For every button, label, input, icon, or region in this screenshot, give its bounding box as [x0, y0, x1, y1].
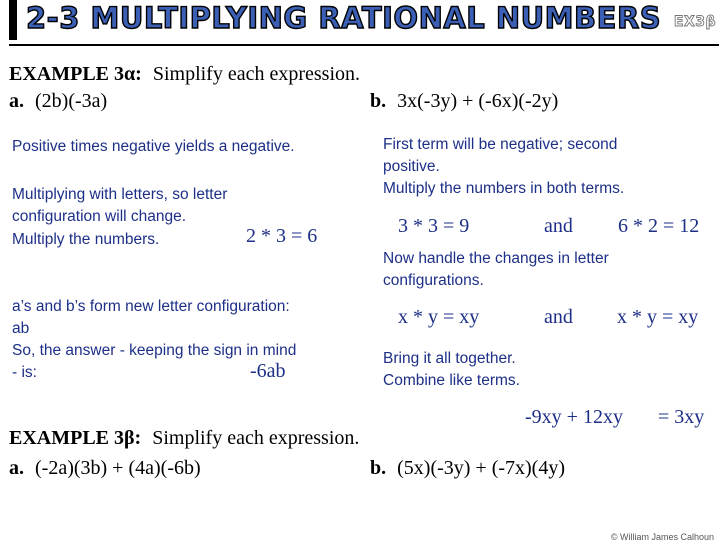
problem-beta-b [370, 457, 565, 480]
left-note-answer-line1: So, the answer - keeping the sign in mind [12, 342, 297, 359]
left-note-letters-line2: configuration will change. [12, 208, 187, 225]
left-calc: 2 * 3 = 6 [246, 225, 318, 247]
right-result: -9xy + 12xy [525, 406, 623, 428]
right-note-combine-line1: Bring it all together. [383, 350, 516, 367]
left-note-configuration-line2: ab [12, 320, 30, 337]
problem-beta-b-expression: (5x)(-3y) + (-7x)(4y) [397, 457, 566, 479]
left-note-letters [12, 184, 342, 228]
problem-beta-a-expression: (-2a)(3b) + (4a)(-6b) [35, 457, 201, 479]
left-note-configuration-line1: a’s and b’s form new letter configuration: [12, 298, 290, 315]
title-rule [9, 44, 719, 46]
problem-a-label: a. [9, 90, 24, 112]
right-calc-3: x * y = xy [398, 306, 480, 328]
page-title: 2-3 MULTIPLYING RATIONAL NUMBERS [26, 1, 662, 35]
problem-a-expression: (2b)(-3a) [35, 90, 108, 112]
right-calc-4: x * y = xy [617, 306, 699, 328]
left-note-sign: Positive times negative yields a negative. [12, 138, 295, 155]
title-stripe [9, 0, 17, 40]
right-final: = 3xy [658, 406, 705, 428]
problem-b-expression: 3x(-3y) + (-6x)(-2y) [397, 90, 559, 112]
right-note-letters-line2: configurations. [383, 272, 484, 289]
example-beta-heading [9, 427, 359, 450]
right-note-letters [383, 248, 713, 292]
problem-a [9, 90, 107, 113]
example-beta-label: EXAMPLE 3β: [9, 427, 142, 449]
right-calc-2: 6 * 2 = 12 [618, 215, 700, 237]
copyright-credit: © William James Calhoun [610, 532, 714, 542]
right-note-combine [383, 348, 713, 392]
problem-beta-a-label: a. [9, 457, 24, 479]
right-and-2: and [544, 306, 573, 328]
left-note-letters-line1: Multiplying with letters, so letter [12, 186, 228, 203]
right-note-combine-line2: Combine like terms. [383, 372, 520, 389]
right-note-terms-line2: positive. [383, 158, 440, 175]
problem-b-label: b. [370, 90, 387, 112]
right-note-terms [383, 134, 713, 200]
right-note-terms-line1: First term will be negative; second [383, 136, 618, 153]
example-beta-instruction: Simplify each expression. [152, 427, 360, 449]
problem-b [370, 90, 558, 113]
left-note-multiply: Multiply the numbers. [12, 231, 160, 248]
right-calc-1: 3 * 3 = 9 [398, 215, 470, 237]
left-answer: -6ab [250, 360, 286, 382]
right-and-1: and [544, 215, 573, 237]
right-note-terms-line3: Multiply the numbers in both terms. [383, 180, 625, 197]
slide-code: EX3β [673, 14, 716, 30]
example-alpha-heading [9, 63, 360, 86]
problem-beta-a [9, 457, 201, 480]
example-alpha-label: EXAMPLE 3α: [9, 63, 142, 85]
example-alpha-instruction: Simplify each expression. [152, 63, 361, 85]
left-note-configuration [12, 296, 362, 384]
left-note-answer-line2: - is: [12, 364, 37, 381]
problem-beta-b-label: b. [370, 457, 387, 479]
title-bar [0, 0, 728, 44]
right-note-letters-line1: Now handle the changes in letter [383, 250, 609, 267]
